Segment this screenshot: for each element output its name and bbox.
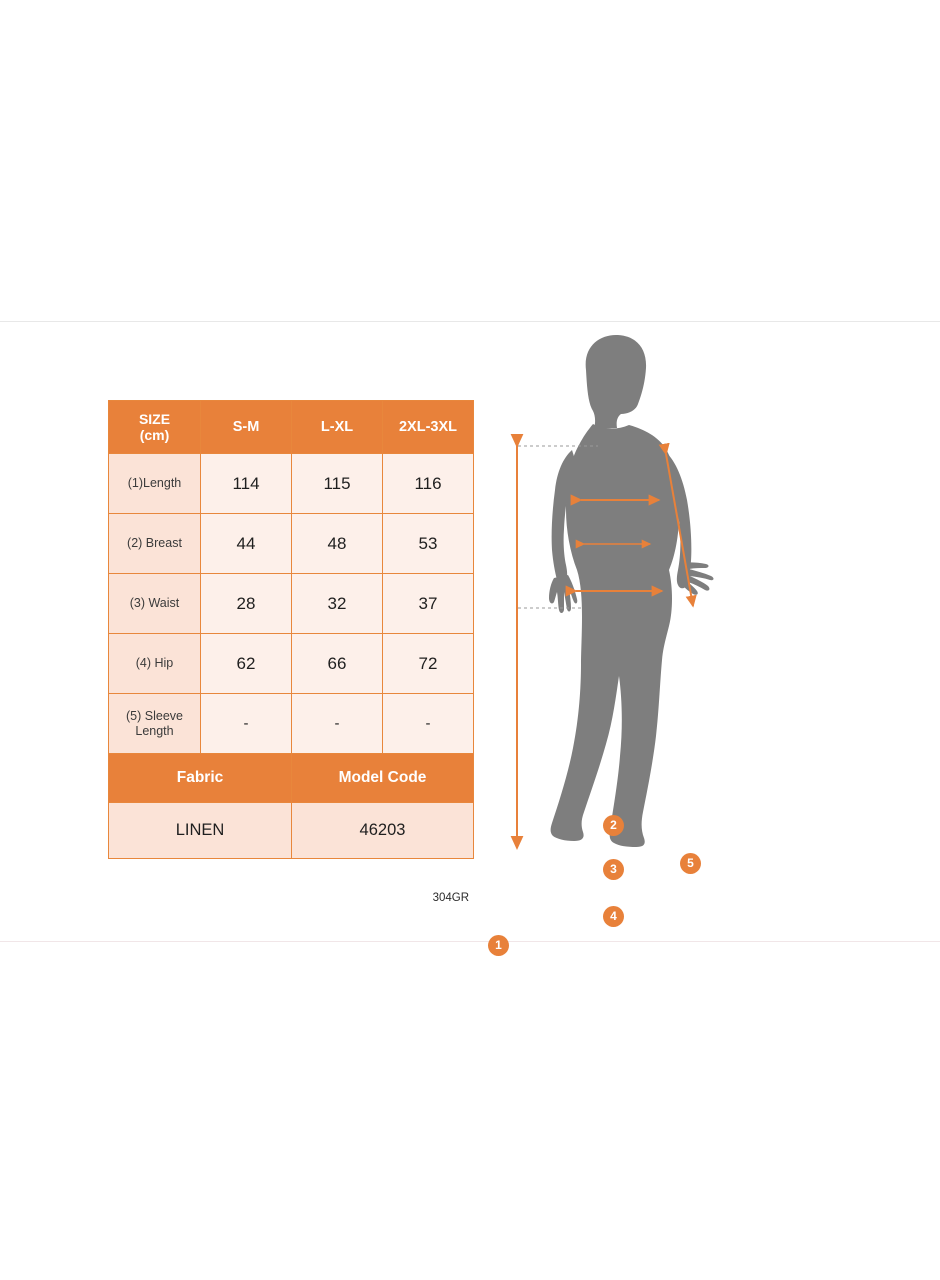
cell-breast-2xl3xl: 53	[383, 514, 474, 574]
cell-hip-lxl: 66	[292, 634, 383, 694]
header-size-line1: SIZE	[138, 410, 171, 427]
cell-waist-2xl3xl: 37	[383, 574, 474, 634]
row-label-sleeve-length	[109, 694, 201, 754]
table-row	[109, 694, 474, 754]
table-row	[109, 574, 474, 634]
table-footer-value-row	[109, 803, 474, 859]
cell-sleeve-sm: -	[201, 694, 292, 754]
marker-badge-1: 1	[488, 935, 509, 956]
row-label-breast: (2) Breast	[109, 514, 201, 574]
cell-length-sm: 114	[201, 454, 292, 514]
cell-breast-lxl: 48	[292, 514, 383, 574]
table-header-row	[109, 401, 474, 454]
measurement-diagram	[480, 332, 760, 952]
cell-waist-sm: 28	[201, 574, 292, 634]
cell-waist-lxl: 32	[292, 574, 383, 634]
header-size-2xl3xl: 2XL-3XL	[383, 401, 474, 454]
table-row	[109, 514, 474, 574]
cell-hip-2xl3xl: 72	[383, 634, 474, 694]
cell-fabric-value: LINEN	[109, 803, 292, 859]
size-chart-table	[108, 400, 474, 859]
marker-badge-3: 3	[603, 859, 624, 880]
cell-breast-sm: 44	[201, 514, 292, 574]
header-size-sm: S-M	[201, 401, 292, 454]
row-label-waist: (3) Waist	[109, 574, 201, 634]
divider-bottom	[0, 941, 940, 942]
table-footer-header-row	[109, 754, 474, 803]
marker-badge-5: 5	[680, 853, 701, 874]
row-label-sleeve-line2: Length	[135, 723, 174, 738]
product-code-note: 304GR	[432, 892, 469, 904]
header-size-cm	[109, 401, 201, 454]
cell-sleeve-2xl3xl: -	[383, 694, 474, 754]
cell-model-code-value: 46203	[292, 803, 474, 859]
cell-sleeve-lxl: -	[292, 694, 383, 754]
header-size-lxl: L-XL	[292, 401, 383, 454]
header-size-line2: (cm)	[139, 427, 170, 443]
cell-length-lxl: 115	[292, 454, 383, 514]
cell-hip-sm: 62	[201, 634, 292, 694]
marker-badge-4: 4	[603, 906, 624, 927]
row-label-hip: (4) Hip	[109, 634, 201, 694]
row-label-sleeve-line1: (5) Sleeve	[126, 708, 183, 723]
cell-length-2xl3xl: 116	[383, 454, 474, 514]
header-model-code: Model Code	[292, 754, 474, 803]
table-row	[109, 454, 474, 514]
table-row	[109, 634, 474, 694]
row-label-length: (1)Length	[109, 454, 201, 514]
size-chart-content	[0, 322, 940, 952]
marker-badge-2: 2	[603, 815, 624, 836]
header-fabric: Fabric	[109, 754, 292, 803]
